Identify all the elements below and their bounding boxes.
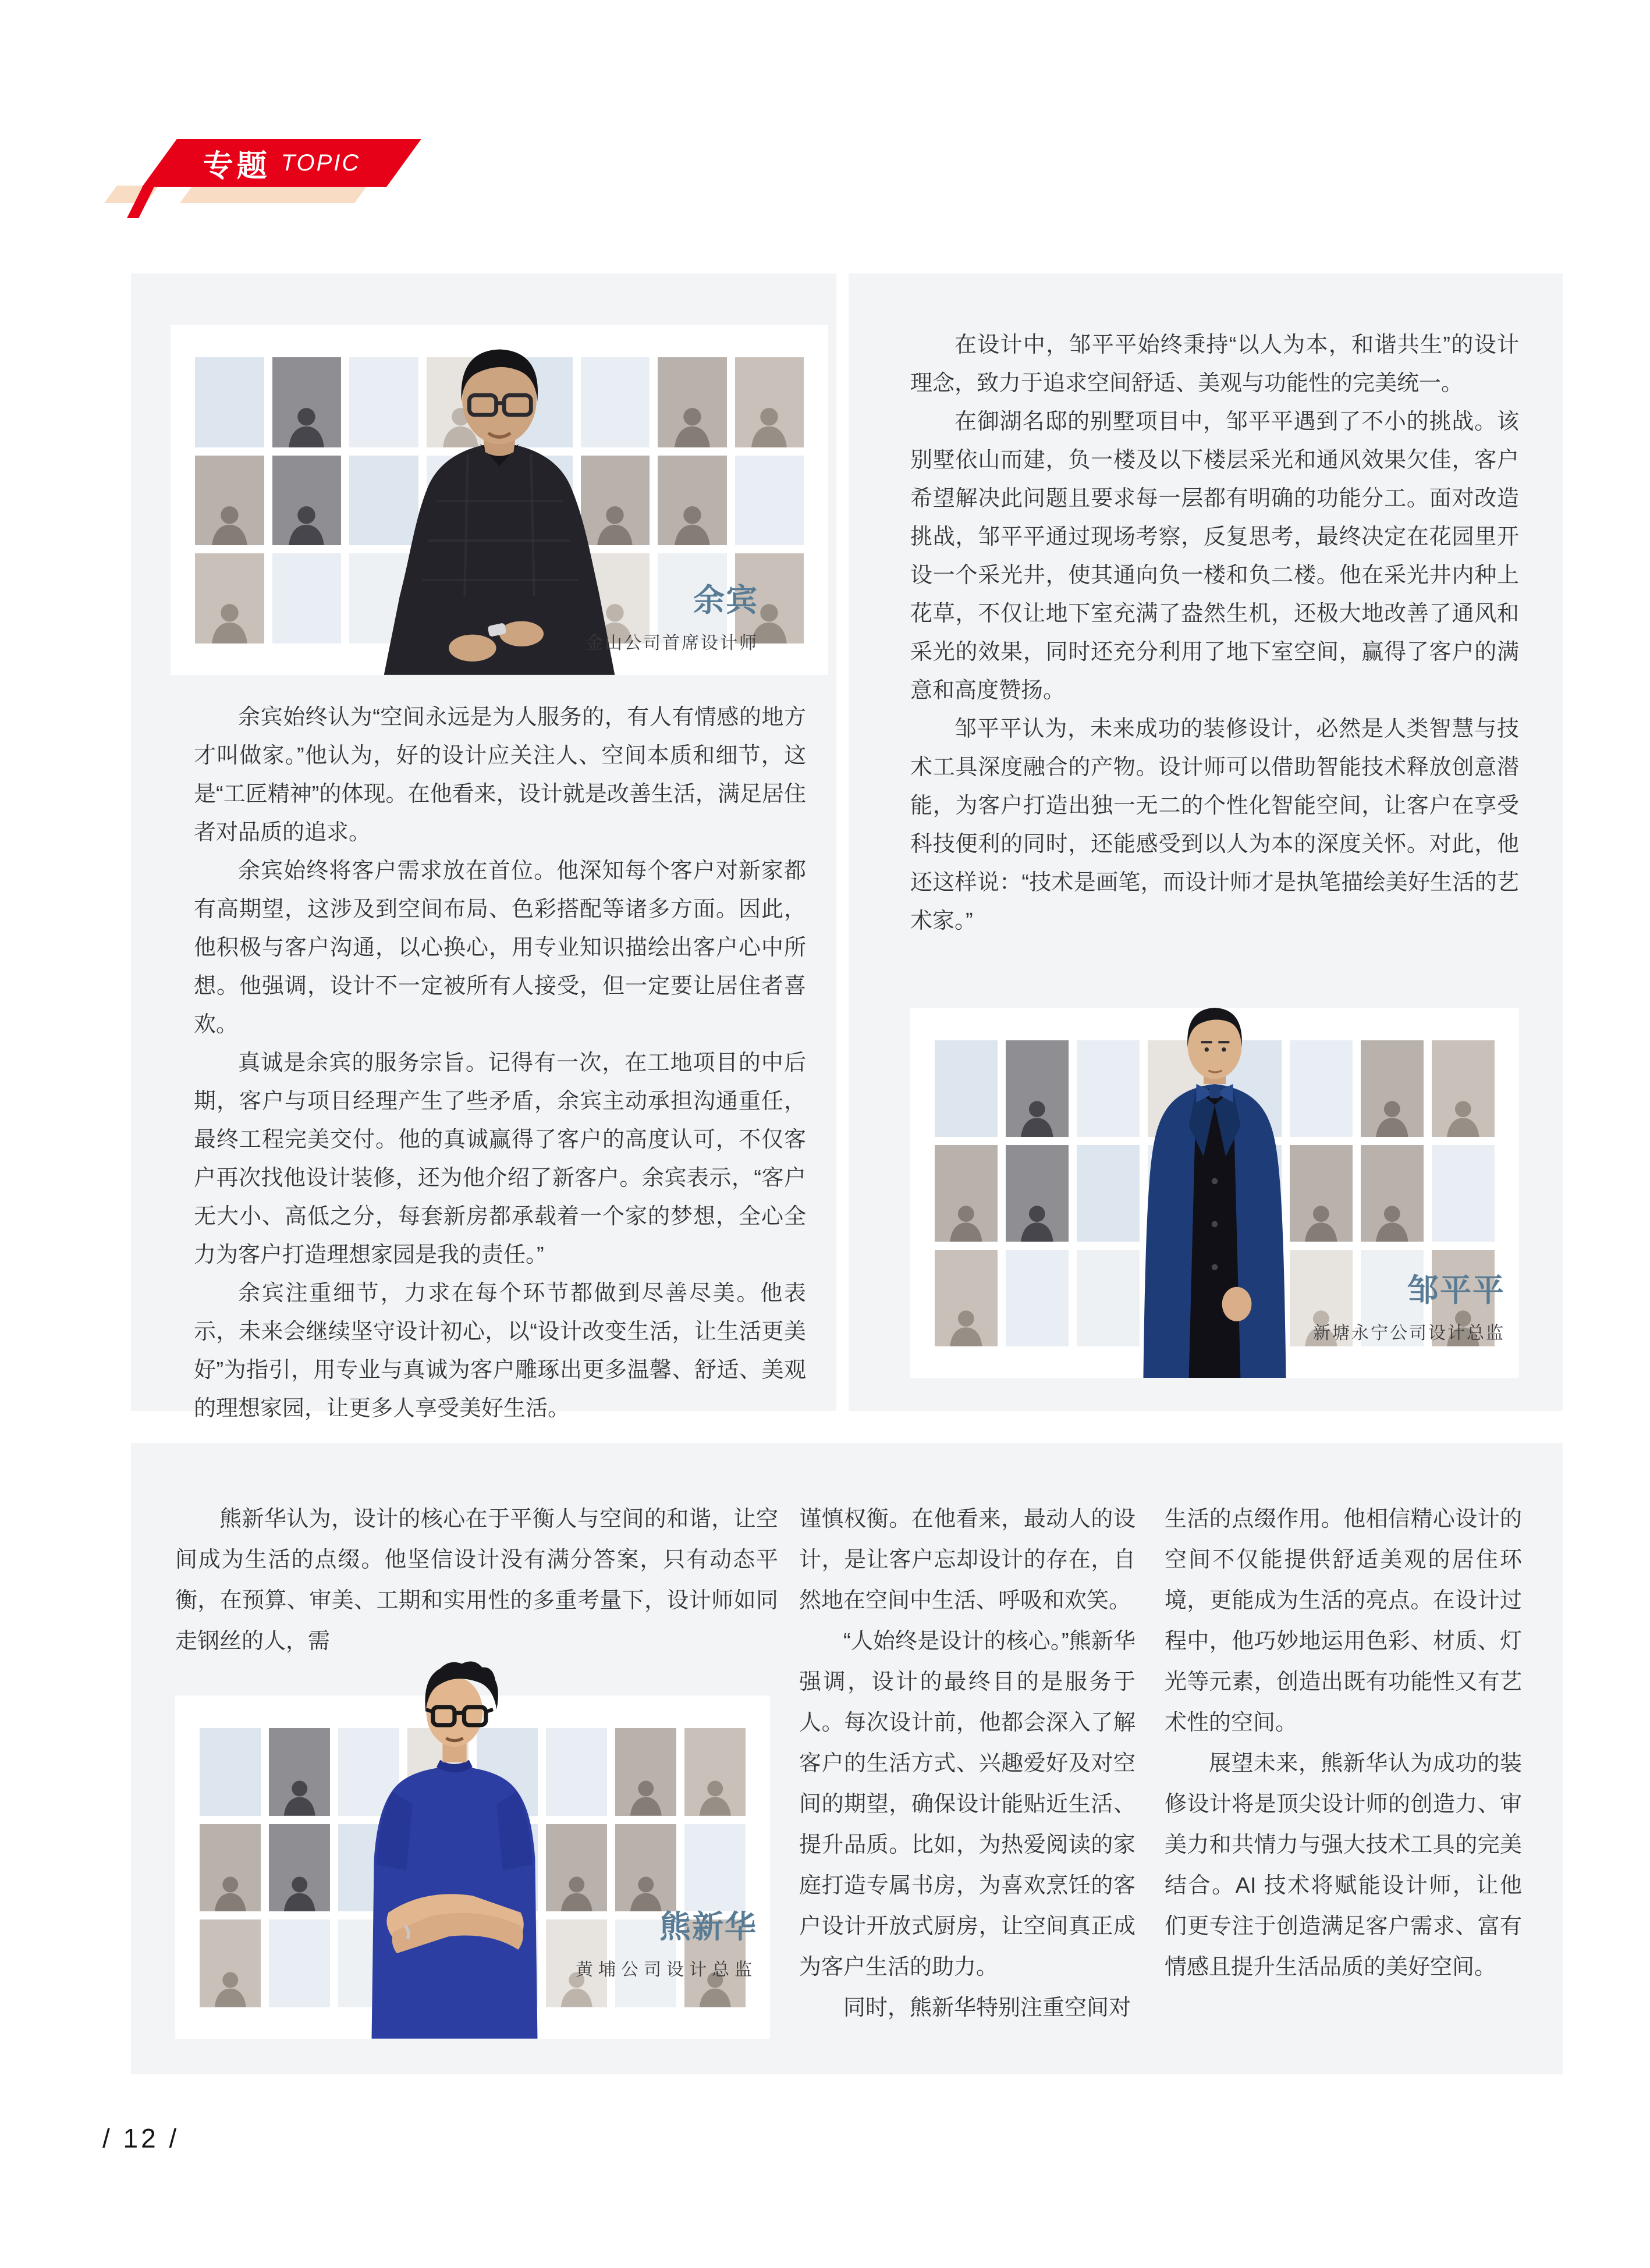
portrait-thumb [684,1824,746,1912]
article-paragraph: 邹平平认为，未来成功的装修设计，必然是人类智慧与技术工具深度融合的产物。设计师可以借助智能技术释放创意潜能，为客户打造出独一无二的个性化智能空间，让客户在享受科技便利的同时，还能感受到以人为本的深度关怀。对此，他还这样说：“技术是画笔，而设计师才是执笔描绘美好生活的艺术家。” [910,717,1519,933]
article-paragraph: 生活的点缀作用。他相信精心设计的空间不仅能提供舒适美观的居住环境，更能成为生活的亮点。在设计过程中，他巧妙地运用色彩、材质、灯光等元素，创造出既有功能性又有艺术性的空间。 [1165,1507,1522,1735]
article-xiongxinhua-col1 [175,1499,778,1662]
article-xiongxinhua-col2 [799,1499,1136,2028]
portrait-thumb [195,357,264,447]
portrait-thumb [735,357,804,447]
portrait-zoupingping-figure [1092,997,1338,1378]
portrait-thumb [195,553,264,644]
article-paragraph: 谨慎权衡。在他看来，最动人的设计，是让客户忘却设计的存在，自然地在空间中生活、呼吸和欢笑。 [799,1507,1136,1613]
topic-badge-inner [159,139,404,187]
portrait-thumb [195,456,264,546]
article-paragraph: 同时，熊新华特别注重空间对 [843,1996,1131,2020]
person-name-xiongxinhua: 熊新华 [659,1910,757,1944]
portrait-thumb [1361,1040,1424,1137]
person-title-yubin: 金山公司首席设计师 [586,634,758,653]
topic-badge [142,139,421,187]
portrait-thumb [269,1824,330,1912]
portrait-thumb [269,1919,330,2007]
profile-panel-zoupingping [849,273,1563,1411]
article-paragraph: 余宾始终认为“空间永远是为人服务的，有人有情感的地方才叫做家。”他认为，好的设计应关注人、空间本质和细节，这是“工匠精神”的体现。在他看来，设计就是改善生活，满足居住者对品质的追求。 [194,705,806,845]
photo-card-zoupingping [910,1008,1519,1378]
portrait-thumb [269,1728,330,1816]
photo-caption-zoupingping [1313,1265,1505,1344]
article-paragraph: 余宾始终将客户需求放在首位。他深知每个客户对新家都有高期望，这涉及到空间布局、色彩搭配等诸多方面。因此，他积极与客户沟通，以心换心，用专业知识描绘出客户心中所想。他强调，设计不一定被所有人接受，但一定要让居住者喜欢。 [194,859,806,1037]
portrait-thumb [200,1824,261,1912]
article-paragraph: 真诚是余宾的服务宗旨。记得有一次，在工地项目的中后期，客户与项目经理产生了些矛盾，余宾主动承担沟通重任，最终工程完美交付。他的真诚赢得了客户的高度认可，不仅客户再次找他设计装修，还为他介绍了新客户。余宾表示，“客户无大小、高低之分，每套新房都承载着一个家的梦想，全心全力为客户打造理想家园是我的责任。” [194,1051,806,1267]
photo-caption-yubin [586,575,758,654]
portrait-thumb [1361,1145,1424,1242]
portrait-thumb [1006,1250,1069,1346]
article-paragraph: “人始终是设计的核心。”熊新华强调，设计的最终目的是服务于人。每次设计前，他都会深入了解客户的生活方式、兴趣爱好及对空间的期望，确保设计能贴近生活、提升品质。比如，为热爱阅读的家庭打造专属书房，为喜欢烹饪的客户设计开放式厨房，让空间真正成为客户生活的助力。 [799,1629,1136,1979]
portrait-thumb [615,1728,676,1816]
portrait-thumb [935,1040,998,1137]
portrait-thumb [1432,1145,1495,1242]
portrait-thumb [684,1728,746,1816]
portrait-thumb [1006,1040,1069,1137]
photo-card-xiongxinhua [175,1695,770,2039]
article-paragraph: 展望未来，熊新华认为成功的装修设计将是顶尖设计师的创造力、审美力和共情力与强大技术工具的完美结合。AI 技术将赋能设计师，让他们更专注于创造满足客户需求、富有情感且提升生活品质的美好空间。 [1165,1751,1522,1979]
badge-label-en: TOPIC [281,150,361,176]
article-paragraph: 在御湖名邸的别墅项目中，邹平平遇到了不小的挑战。该别墅依山而建，负一楼及以下楼层采光和通风效果欠佳，客户希望解决此问题且要求每一层都有明确的功能分工。面对改造挑战，邹平平通过现场考察，反复思考，最终决定在花园里开设一个采光井，使其通向负一楼和负二楼。他在采光井内种上花草，不仅让地下室充满了盎然生机，还极大地改善了通风和采光的效果，同时还充分利用了地下室空间，赢得了客户的满意和高度赞扬。 [910,410,1519,703]
portrait-thumb [935,1145,998,1242]
portrait-xiongxinhua-figure [322,1654,587,2039]
person-name-zoupingping: 邹平平 [1407,1273,1505,1308]
badge-label-cn: 专题 [203,149,271,183]
portrait-thumb [1006,1145,1069,1242]
portrait-thumb [735,456,804,546]
article-xiongxinhua-col3 [1165,1499,1522,1988]
article-yubin [194,698,806,1428]
person-title-zoupingping: 新塘永宁公司设计总监 [1313,1324,1505,1343]
peach-underline [180,186,367,203]
article-paragraph: 在设计中，邹平平始终秉持“以人为本，和谐共生”的设计理念，致力于追求空间舒适、美观与功能性的完美统一。 [910,333,1519,396]
profile-panel-xiongxinhua [131,1443,1563,2074]
profile-panel-yubin [131,273,836,1421]
person-name-yubin: 余宾 [693,583,758,618]
portrait-thumb [1432,1040,1495,1137]
person-title-xiongxinhua: 黄埔公司设计总监 [576,1960,757,1979]
portrait-thumb [935,1250,998,1346]
article-paragraph: 熊新华认为，设计的核心在于平衡人与空间的和谐，让空间成为生活的点缀。他坚信设计没有满分答案，只有动态平衡，在预算、审美、工期和实用性的多重考量下，设计师如同走钢丝的人，需 [175,1507,778,1654]
portrait-thumb [615,1824,676,1912]
article-zoupingping [910,326,1519,940]
article-paragraph: 余宾注重细节，力求在每个环节都做到尽善尽美。他表示，未来会继续坚守设计初心，以“设计改变生活，让生活更美好”为指引，用专业与真诚为客户雕琢出更多温馨、舒适、美观的理想家园，让更多人享受美好生活。 [194,1281,806,1421]
portrait-thumb [200,1728,261,1816]
photo-caption-xiongxinhua [576,1902,757,1981]
page-number: / 12 / [102,2123,180,2153]
portrait-thumb [200,1919,261,2007]
photo-card-yubin [171,325,828,675]
